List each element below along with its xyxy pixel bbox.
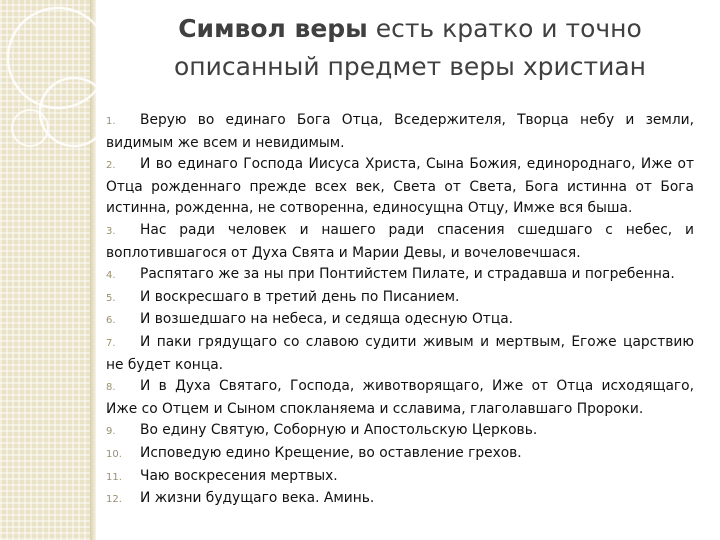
item-text: И во единаго Господа Иисуса Христа, Сына Божия, единороднаго, Иже от Отца рожденнаго прежде всех век, Света от Света, Бога истинна от Бога истинна, рожденна, не сотворенна, единосущна Отцу, Имже вся быша. [106, 156, 694, 217]
item-text: Нас ради человек и нашего ради спасения сшедшаго с небес, и воплотившагося от Духа Свята и Марии Девы, и вочеловечшася. [106, 221, 694, 261]
item-number: 10. [106, 448, 122, 460]
item-number: 6. [106, 315, 116, 327]
item-text: Распятаго же за ны при Понтийстем Пилате, и страдавша и погребенна. [140, 266, 675, 283]
item-number: 2. [106, 160, 116, 172]
list-item [106, 420, 694, 443]
item-text: И возшедшаго на небеса, и седяща одесную Отца. [140, 311, 514, 328]
list-item [106, 264, 694, 287]
list-item [106, 332, 694, 376]
item-text: Исповедую едино Крещение, во оставление грехов. [140, 444, 522, 461]
item-number: 5. [106, 292, 116, 304]
page-title [130, 10, 690, 86]
item-number: 7. [106, 337, 116, 349]
list-item [106, 466, 694, 489]
item-number: 12. [106, 494, 122, 506]
item-text: Верую во единаго Бога Отца, Вседержителя, Творца небу и земли, видимым же всем и невидимым. [106, 112, 694, 151]
item-text: И паки грядущаго со славою судити живым и мертвым, Егоже царствию не будет конца. [106, 333, 694, 373]
list-item [106, 376, 694, 420]
list-item [106, 443, 694, 466]
list-item [106, 220, 694, 264]
item-number: 1. [106, 116, 116, 127]
title-rest: есть кратко и точно описанный предмет веры христиан [173, 14, 646, 81]
creed-list [106, 110, 694, 511]
list-item [106, 110, 694, 154]
item-text: И в Духа Святаго, Господа, животворящаго, Иже от Отца исходящаго, Иже со Отцем и Сыном спокланяема и сславима, глаголавшаго Пророки. [106, 378, 694, 417]
item-number: 11. [106, 471, 122, 483]
list-item [106, 154, 694, 220]
item-text: И воскресшаго в третий день по Писанием. [140, 288, 460, 305]
item-text: Во едину Святую, Соборную и Апостольскую Церковь. [140, 422, 538, 439]
title-bold: Символ веры [178, 14, 368, 43]
item-number: 4. [106, 270, 116, 282]
list-item [106, 287, 694, 310]
item-text: И жизни будущаго века. Аминь. [140, 490, 375, 507]
item-number: 8. [106, 382, 116, 394]
item-number: 9. [106, 426, 116, 438]
list-item [106, 488, 694, 511]
list-item [106, 309, 694, 332]
item-text: Чаю воскресения мертвых. [140, 467, 338, 484]
item-number: 3. [106, 225, 116, 237]
